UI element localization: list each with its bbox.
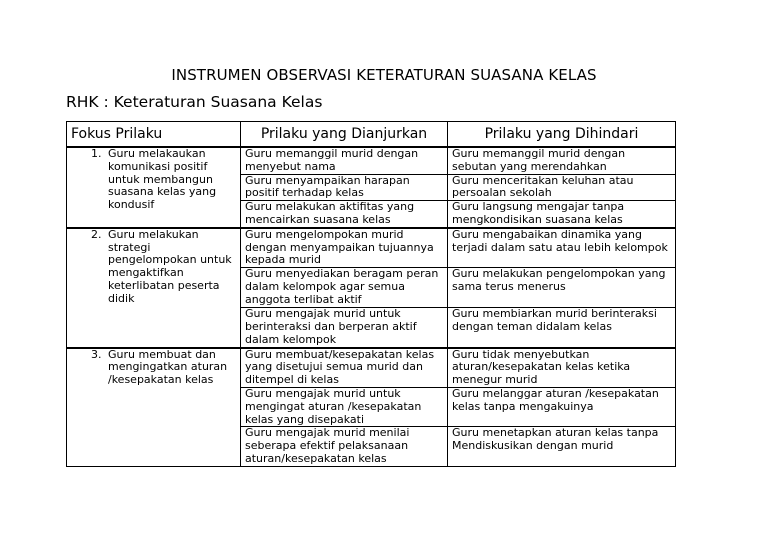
dianjurkan-cell: Guru mengajak murid untuk berinteraksi dan berperan aktif dalam kelompok — [241, 308, 448, 348]
dianjurkan-cell: Guru menyampaikan harapan positif terhadap kelas — [241, 174, 448, 201]
dihindari-cell: Guru melakukan pengelompokan yang sama terus menerus — [448, 268, 676, 308]
table-row — [67, 147, 676, 174]
dihindari-cell: Guru menetapkan aturan kelas tanpa Mendiskusikan dengan murid — [448, 427, 676, 466]
document-subtitle: RHK : Keteraturan Suasana Kelas — [66, 93, 323, 111]
dianjurkan-cell: Guru membuat/kesepakatan kelas yang disetujui semua murid dan ditempel di kelas — [241, 348, 448, 388]
table-row — [67, 228, 676, 268]
focus-number-1: 1. — [91, 147, 102, 160]
dianjurkan-cell: Guru menyediakan beragam peran dalam kelompok agar semua anggota terlibat aktif — [241, 268, 448, 308]
focus-cell-3 — [67, 348, 241, 467]
dianjurkan-cell: Guru mengajak murid untuk mengingat aturan /kesepakatan kelas yang disepakati — [241, 387, 448, 426]
dihindari-cell: Guru melanggar aturan /kesepakatan kelas tanpa mengakuinya — [448, 387, 676, 426]
focus-text-1: Guru melakaukan komunikasi positif untuk membangun suasana kelas yang kondusif — [108, 147, 217, 212]
observation-table — [66, 121, 676, 467]
dihindari-cell: Guru langsung mengajar tanpa mengkondisikan suasana kelas — [448, 201, 676, 228]
header-prilaku-dianjurkan: Prilaku yang Dianjurkan — [241, 122, 448, 148]
table-header-row — [67, 122, 676, 148]
dihindari-cell: Guru membiarkan murid berinteraksi dengan teman didalam kelas — [448, 308, 676, 348]
focus-text-3: Guru membuat dan mengingatkan aturan /kesepakatan kelas — [108, 347, 228, 387]
header-fokus-prilaku: Fokus Prilaku — [67, 122, 241, 148]
focus-cell-2 — [67, 228, 241, 348]
dihindari-cell: Guru memanggil murid dengan sebutan yang merendahkan — [448, 147, 676, 174]
focus-number-2: 2. — [91, 227, 102, 241]
dihindari-cell: Guru mengabaikan dinamika yang terjadi dalam satu atau lebih kelompok — [448, 228, 676, 268]
document-title: INSTRUMEN OBSERVASI KETERATURAN SUASANA KELAS — [171, 66, 597, 84]
dianjurkan-cell: Guru mengajak murid menilai seberapa efektif pelaksanaan aturan/kesepakatan kelas — [241, 427, 448, 466]
dianjurkan-cell: Guru mengelompokan murid dengan menyampaikan tujuannya kepada murid — [241, 228, 448, 268]
dihindari-cell: Guru menceritakan keluhan atau persoalan sekolah — [448, 174, 676, 201]
dianjurkan-cell: Guru melakukan aktifitas yang mencairkan suasana kelas — [241, 201, 448, 228]
header-prilaku-dihindari: Prilaku yang Dihindari — [448, 122, 676, 148]
dihindari-cell: Guru tidak menyebutkan aturan/kesepakatan kelas ketika menegur murid — [448, 348, 676, 388]
dianjurkan-cell: Guru memanggil murid dengan menyebut nama — [241, 147, 448, 174]
focus-cell-1 — [67, 147, 241, 228]
focus-number-3: 3. — [91, 347, 102, 361]
focus-text-2: Guru melakukan strategi pengelompokan untuk mengaktifkan keterlibatan peserta didik — [108, 227, 232, 305]
table-row — [67, 348, 676, 388]
